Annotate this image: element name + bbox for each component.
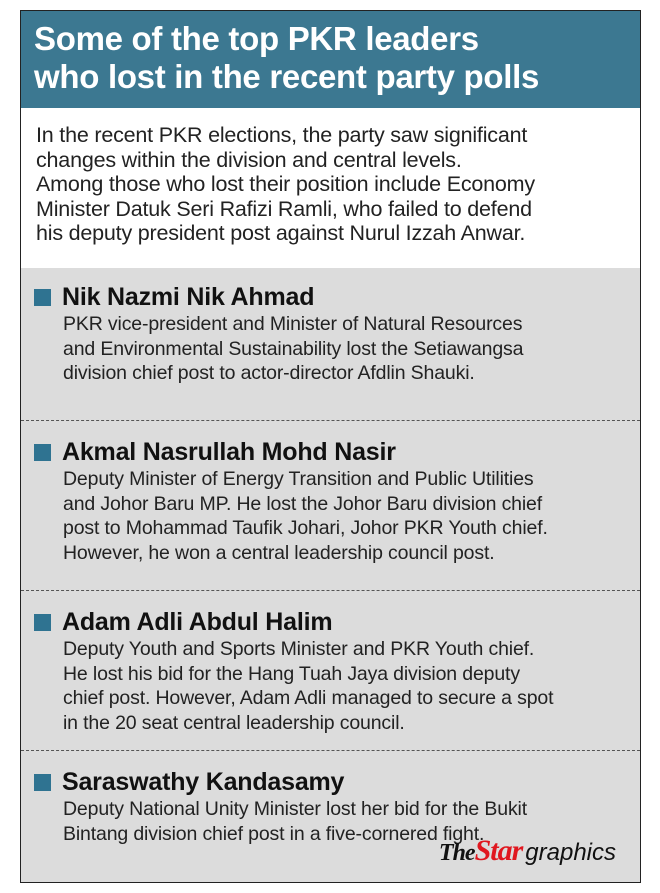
leader-description [34,637,632,735]
leader-description [34,467,632,565]
intro-paragraph [21,108,640,268]
description-line: post to Mohammad Taufik Johari, Johor PKR Youth chief. [63,517,548,539]
square-bullet-icon [34,614,51,631]
leader-name: Nik Nazmi Nik Ahmad [62,282,315,311]
leader-entry-nik-nazmi [21,268,640,420]
description-line: Deputy Youth and Sports Minister and PKR Youth chief. [63,638,535,660]
intro-line: his deputy president post against Nurul Izzah Anwar. [36,221,526,245]
leader-entry-akmal-nasrullah [21,420,640,590]
intro-line: Among those who lost their position include Economy [36,172,535,196]
description-line: division chief post to actor-director Afdlin Shauki. [63,362,475,384]
description-line: He lost his bid for the Hang Tuah Jaya division deputy [63,662,520,685]
leader-name-row [34,767,632,797]
description-line: PKR vice-president and Minister of Natural Resources [63,313,523,335]
intro-line: changes within the division and central levels. [36,147,462,172]
title-line-2: who lost in the recent party polls [34,58,540,95]
header-banner [21,11,640,108]
square-bullet-icon [34,774,51,791]
square-bullet-icon [34,289,51,306]
leader-name: Saraswathy Kandasamy [62,767,345,796]
logo-graphics: graphics [525,839,616,866]
leader-description [34,312,632,386]
description-line: Deputy Minister of Energy Transition and Public Utilities [63,468,534,490]
description-line: in the 20 seat central leadership council. [63,711,405,734]
intro-line: Minister Datuk Seri Rafizi Ramli, who failed to defend [36,196,532,221]
description-line: and Environmental Sustainability lost the Setiawangsa [63,337,524,360]
leader-entry-adam-adli [21,590,640,750]
description-line: However, he won a central leadership council post. [63,541,495,564]
description-line: Bintang division chief post in a five-cornered fight. [63,822,485,845]
logo-the: The [438,840,475,866]
square-bullet-icon [34,444,51,461]
infographic-panel [20,10,641,883]
leader-name-row [34,607,632,637]
description-line: Deputy National Unity Minister lost her bid for the Bukit [63,798,527,820]
description-line: and Johor Baru MP. He lost the Johor Baru division chief [63,492,543,515]
logo-star: Star [474,834,523,867]
description-line: chief post. However, Adam Adli managed to secure a spot [63,687,554,709]
star-graphics-logo [439,834,616,868]
intro-line: In the recent PKR elections, the party saw significant [36,123,528,147]
leader-name-row [34,437,632,467]
leader-name: Akmal Nasrullah Mohd Nasir [62,437,396,466]
leaders-list [21,268,640,883]
leader-name-row [34,282,632,312]
leader-name: Adam Adli Abdul Halim [62,607,333,636]
title-line-1: Some of the top PKR leaders [34,20,479,57]
